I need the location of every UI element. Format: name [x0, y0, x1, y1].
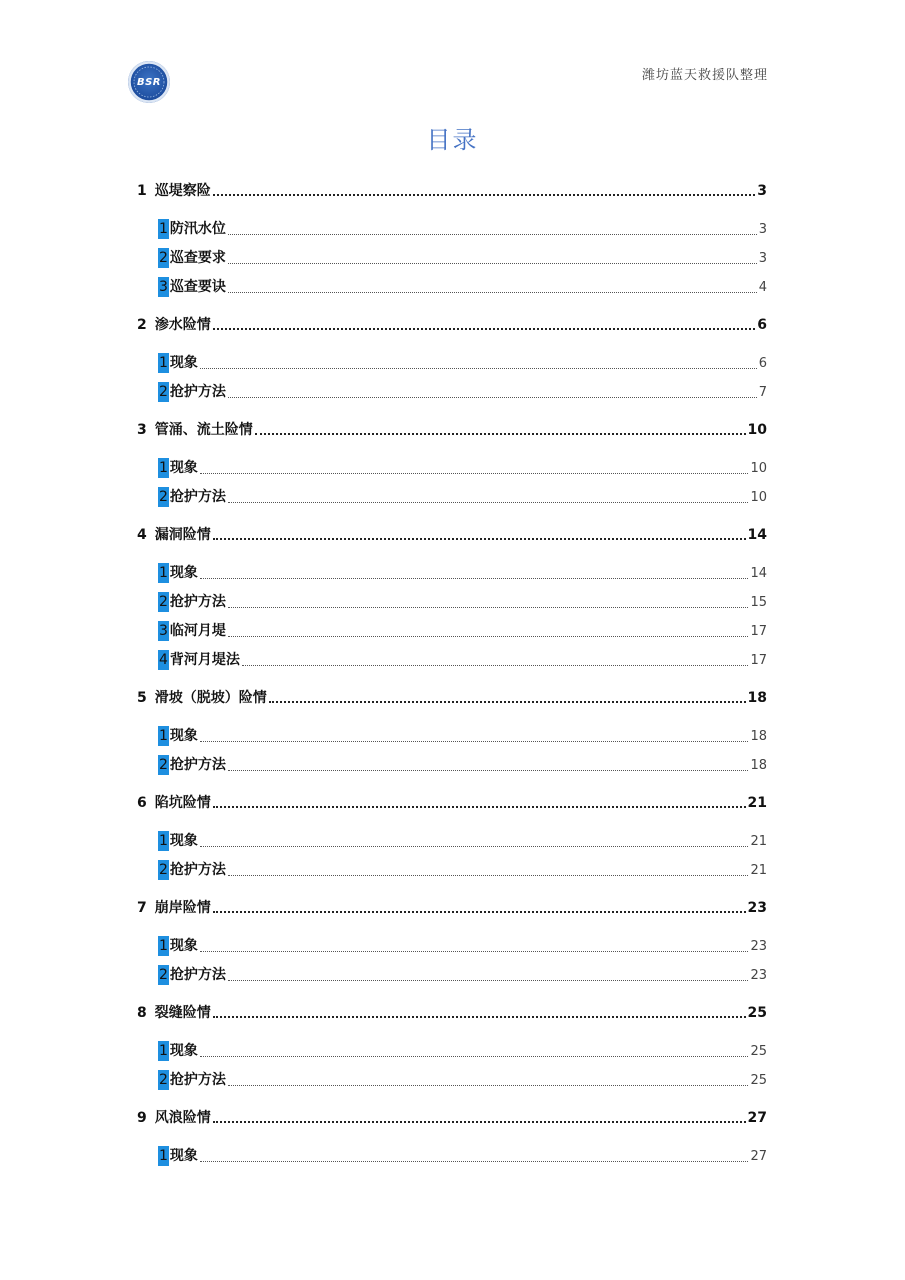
dot-leader [228, 606, 749, 608]
toc-subentry-number: 2 [159, 384, 168, 400]
toc-subentry-page: 6 [758, 356, 767, 371]
dot-leader [200, 1160, 749, 1162]
dot-leader [255, 432, 746, 435]
toc-entry-number: 1 [137, 183, 147, 199]
toc-subentry-label: 抢护方法 [169, 862, 226, 878]
toc-subentry-number: 1 [159, 1043, 168, 1059]
toc-entry[interactable] [137, 1003, 767, 1023]
toc-entry-number: 7 [137, 900, 147, 916]
toc-entry[interactable] [137, 181, 767, 201]
toc-subentry[interactable] [158, 965, 767, 986]
dot-leader [200, 740, 749, 742]
toc-subentry[interactable] [158, 353, 767, 374]
dot-leader [213, 910, 746, 913]
dot-leader [228, 501, 749, 503]
dot-leader [213, 1015, 746, 1018]
dot-leader [200, 1055, 749, 1057]
dot-leader [228, 396, 757, 398]
toc-subentry-label: 现象 [169, 833, 198, 849]
toc-entry-number: 9 [137, 1110, 147, 1126]
toc-entry-label: 管涌、流土险情 [154, 422, 253, 438]
toc-subentry-page: 3 [758, 251, 767, 266]
toc-entry-label: 陷坑险情 [154, 795, 211, 811]
toc-subentry-label: 巡查要诀 [169, 279, 226, 295]
toc-subentry-number: 1 [159, 833, 168, 849]
toc-subentry-label: 现象 [169, 1043, 198, 1059]
toc-entry-page: 6 [757, 317, 767, 333]
toc-subentry-page: 17 [750, 624, 767, 639]
toc-subentry-number: 1 [159, 221, 168, 237]
toc-subentry[interactable] [158, 650, 767, 671]
dot-leader [200, 577, 749, 579]
dot-leader [228, 769, 749, 771]
toc-subentry-number: 1 [159, 728, 168, 744]
toc-subentry-number: 2 [159, 967, 168, 983]
dot-leader [200, 367, 757, 369]
toc-subentry-page: 18 [750, 758, 767, 773]
dot-leader [213, 327, 756, 330]
toc-subentry-label: 抢护方法 [169, 594, 226, 610]
toc-subentry-label: 现象 [169, 460, 198, 476]
toc-subentry-number: 3 [159, 279, 168, 295]
dot-leader [213, 1120, 746, 1123]
toc-subentry-label: 抢护方法 [169, 1072, 226, 1088]
logo-text: BSR [136, 76, 162, 88]
dot-leader [228, 979, 749, 981]
toc-subentry-label: 抢护方法 [169, 489, 226, 505]
toc-subentry-page: 10 [750, 461, 767, 476]
toc-entry[interactable] [137, 793, 767, 813]
toc-subentry[interactable] [158, 277, 767, 298]
toc-entry-label: 漏洞险情 [154, 527, 211, 543]
toc-subentry-page: 4 [758, 280, 767, 295]
toc-entry-page: 27 [747, 1110, 767, 1126]
toc-subentry-label: 抢护方法 [169, 757, 226, 773]
toc-subentry[interactable] [158, 592, 767, 613]
dot-leader [228, 262, 757, 264]
toc-subentry[interactable] [158, 1070, 767, 1091]
toc-subentry-number: 1 [159, 355, 168, 371]
toc-entry[interactable] [137, 1108, 767, 1128]
toc-entry-label: 风浪险情 [154, 1110, 211, 1126]
dot-leader [242, 664, 749, 666]
dot-leader [269, 700, 746, 703]
dot-leader [228, 874, 749, 876]
toc-subentry-number: 2 [159, 250, 168, 266]
toc-subentry-page: 25 [750, 1073, 767, 1088]
toc-subentry-label: 现象 [169, 1148, 198, 1164]
toc-entry-page: 23 [747, 900, 767, 916]
toc-subentry-page: 3 [758, 222, 767, 237]
toc-entry-number: 6 [137, 795, 147, 811]
toc-subentry-label: 防汛水位 [169, 221, 226, 237]
toc-entry-page: 3 [757, 183, 767, 199]
toc-subentry[interactable] [158, 726, 767, 747]
dot-leader [200, 472, 749, 474]
dot-leader [228, 1084, 749, 1086]
toc-subentry-label: 临河月堤 [169, 623, 226, 639]
toc-subentry-number: 3 [159, 623, 168, 639]
toc-subentry-number: 2 [159, 594, 168, 610]
toc-subentry-page: 7 [758, 385, 767, 400]
dot-leader [228, 233, 757, 235]
toc-subentry[interactable] [158, 219, 767, 240]
toc-subentry-number: 4 [159, 652, 168, 668]
toc-subentry-page: 25 [750, 1044, 767, 1059]
toc-subentry[interactable] [158, 755, 767, 776]
toc-subentry-label: 现象 [169, 728, 198, 744]
toc-subentry[interactable] [158, 458, 767, 479]
toc-subentry[interactable] [158, 831, 767, 852]
toc-subentry-page: 23 [750, 968, 767, 983]
dot-leader [213, 537, 746, 540]
toc-subentry-page: 21 [750, 863, 767, 878]
toc-subentry-number: 1 [159, 565, 168, 581]
toc-entry-label: 崩岸险情 [154, 900, 211, 916]
toc-entry-label: 巡堤察险 [154, 183, 211, 199]
toc-entry-page: 21 [747, 795, 767, 811]
toc-entry-number: 4 [137, 527, 147, 543]
toc-subentry[interactable] [158, 248, 767, 269]
toc-entry-page: 25 [747, 1005, 767, 1021]
toc-subentry[interactable] [158, 382, 767, 403]
toc-subentry-number: 2 [159, 862, 168, 878]
toc-subentry-page: 17 [750, 653, 767, 668]
toc-subentry-label: 现象 [169, 938, 198, 954]
toc-entry-number: 2 [137, 317, 147, 333]
toc-subentry-label: 抢护方法 [169, 384, 226, 400]
toc-entry-page: 10 [747, 422, 767, 438]
bsr-logo [128, 61, 170, 103]
dot-leader [200, 950, 749, 952]
toc-subentry[interactable] [158, 563, 767, 584]
toc-subentry-label: 现象 [169, 565, 198, 581]
toc-subentry-number: 1 [159, 1148, 168, 1164]
toc-entry-page: 14 [747, 527, 767, 543]
dot-leader [213, 805, 746, 808]
toc-subentry-page: 18 [750, 729, 767, 744]
toc-subentry-page: 27 [750, 1149, 767, 1164]
toc-subentry-number: 1 [159, 938, 168, 954]
toc-entry[interactable] [137, 525, 767, 545]
toc-subentry-number: 2 [159, 1072, 168, 1088]
toc-title: 目录 [426, 126, 479, 154]
toc-subentry-label: 巡查要求 [169, 250, 226, 266]
toc-entry-page: 18 [747, 690, 767, 706]
toc-subentry-number: 2 [159, 489, 168, 505]
dot-leader [228, 291, 757, 293]
toc-entry-number: 8 [137, 1005, 147, 1021]
toc-subentry-page: 15 [750, 595, 767, 610]
toc-entry[interactable] [137, 420, 767, 440]
toc-subentry[interactable] [158, 487, 767, 508]
toc-subentry-label: 抢护方法 [169, 967, 226, 983]
toc-subentry-page: 21 [750, 834, 767, 849]
organization-name: 潍坊蓝天救援队整理 [641, 68, 768, 83]
toc-entry[interactable] [137, 315, 767, 335]
toc-entry-label: 渗水险情 [154, 317, 211, 333]
toc-subentry[interactable] [158, 860, 767, 881]
toc-entry-number: 3 [137, 422, 147, 438]
toc-subentry[interactable] [158, 936, 767, 957]
dot-leader [228, 635, 749, 637]
toc-subentry-number: 2 [159, 757, 168, 773]
toc-subentry-page: 14 [750, 566, 767, 581]
toc-subentry-label: 背河月堤法 [169, 652, 240, 668]
toc-entry-number: 5 [137, 690, 147, 706]
toc-entry-label: 裂缝险情 [154, 1005, 211, 1021]
toc-entry[interactable] [137, 688, 767, 708]
toc-subentry[interactable] [158, 621, 767, 642]
dot-leader [213, 193, 756, 196]
toc-entry[interactable] [137, 898, 767, 918]
toc-subentry[interactable] [158, 1041, 767, 1062]
toc-subentry[interactable] [158, 1146, 767, 1167]
toc-subentry-page: 23 [750, 939, 767, 954]
toc-entry-label: 滑坡（脱坡）险情 [154, 690, 267, 706]
toc-subentry-page: 10 [750, 490, 767, 505]
toc-subentry-label: 现象 [169, 355, 198, 371]
toc-subentry-number: 1 [159, 460, 168, 476]
dot-leader [200, 845, 749, 847]
